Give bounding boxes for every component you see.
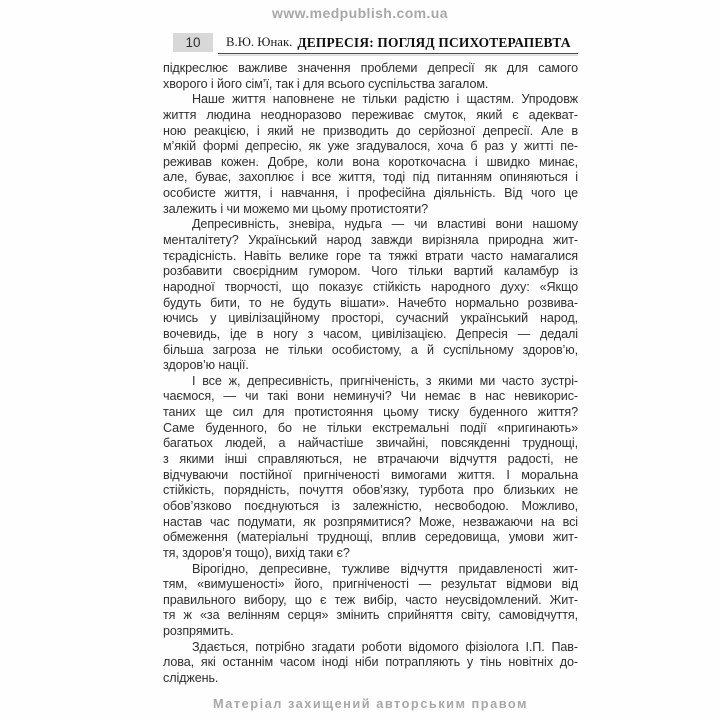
paragraph bbox=[163, 61, 578, 92]
text-line: тя ж «за велінням серця» змінить сприйняття світу, самовідчуття, bbox=[163, 608, 578, 623]
text-line: реживав кожен. Добре, коли вона короткочасна і швидко минає, bbox=[163, 154, 578, 169]
paragraph bbox=[163, 374, 578, 562]
text-line: Здається, потрібно згадати роботи відомого фізіолога І.П. Пав- bbox=[192, 639, 578, 654]
book-title: ДЕПРЕСІЯ: ПОГЛЯД ПСИХОТЕРАПЕВТА bbox=[297, 34, 571, 50]
text-line: сліджень. bbox=[163, 670, 219, 685]
text-line: Вірогідно, депресивне, тужливе відчуття придавленості жит- bbox=[192, 561, 578, 576]
text-line: менталітету? Український народ завжди вирізняла природна жит- bbox=[163, 233, 578, 248]
body-text bbox=[163, 61, 578, 687]
paragraph bbox=[163, 640, 578, 687]
copyright-notice: Матеріал захищений авторським правом bbox=[212, 696, 529, 711]
paragraph bbox=[163, 562, 578, 640]
author-name: В.Ю. Юнак. bbox=[226, 35, 293, 49]
paragraph bbox=[163, 92, 578, 217]
text-line: але, буває, захоплює і все життя, тоді під питанням опиняються і bbox=[163, 170, 578, 185]
text-line: Депресивність, зневіра, нудьга — чи властиві вони нашому bbox=[192, 217, 578, 232]
text-line: лова, які останнім часом іноді ніби потрапляють у тінь новітніх до- bbox=[163, 655, 578, 670]
text-line: обмеження (матеріальні труднощі, вплив середовища, умови жит- bbox=[163, 530, 578, 545]
text-line: розбавити своєрідним гумором. Чого тільки вартий каламбур із bbox=[163, 264, 578, 279]
text-line: Наше життя наповнене не тільки радістю і щастям. Упродовж bbox=[192, 92, 578, 107]
text-line: залежить і чи можемо ми цьому протистояти? bbox=[163, 201, 429, 216]
text-line: м’якій формі депресію, як уже згадувалося, хоча б раз у житті пе- bbox=[163, 139, 578, 154]
text-line: більша загроза не тільки особистому, а й суспільному здоров’ю, bbox=[163, 342, 578, 357]
text-line: обов’язково поєднуються із залежністю, несвободою. Можливо, bbox=[163, 498, 578, 513]
site-watermark: www.medpublish.com.ua bbox=[272, 5, 448, 21]
text-line: народної творчості, що показує стійкість народного духу: «Якщо bbox=[163, 279, 578, 294]
text-line: таних ще сил для протистояння цьому тиску буденного життя? bbox=[163, 405, 578, 420]
text-line: здоров’ю нації. bbox=[163, 358, 249, 373]
text-line: настав час подумати, як розпрямитися? Може, незважаючи на всі bbox=[163, 514, 578, 529]
text-line: чаємося, — чи такі вони неминучі? Чи немає в нас невикорис- bbox=[163, 389, 578, 404]
text-line: життя людина неодноразово переживає смуток, який є адекват- bbox=[163, 107, 578, 122]
text-line: вочевидь, іде в ногу з часом, цивілізацією. Депресія — дедалі bbox=[163, 326, 578, 341]
text-line: Саме буденного, бо не тільки екстремальні події «пригинають» bbox=[163, 420, 578, 435]
text-line: ною реакцією, і який не призводить до серйозної депресії. Але в bbox=[163, 123, 578, 138]
text-line: ючись у цивілізаційному просторі, сучасний український народ, bbox=[163, 311, 578, 326]
text-line: підкреслює важливе значення проблеми депресії як для самого bbox=[163, 61, 578, 75]
text-line: з якими інші справляються, не втрачаючи відчуття радості, не bbox=[163, 452, 578, 467]
header-rule bbox=[218, 53, 578, 55]
text-line: тя, здоров’я тощо), вихід таки є? bbox=[163, 545, 350, 560]
text-line: будуть бити, то не будуть вішати». Начебто нормально розвива- bbox=[163, 295, 578, 310]
page-number-badge: 10 bbox=[173, 33, 213, 52]
text-line: правильного вибору, що є теж вибір, часто неусвідомлений. Жит- bbox=[163, 592, 578, 607]
text-line: розпрямить. bbox=[163, 624, 234, 639]
text-line: тям, «вимушеності» його, пригніченості — результат відмови від bbox=[163, 577, 578, 592]
text-line: особисте життя, і навчання, і професійна діяльність. Від чого це bbox=[163, 186, 578, 201]
text-line: хворого і його сім’ї, так і для всього суспільства загалом. bbox=[163, 76, 489, 91]
paragraph bbox=[163, 217, 578, 373]
text-line: багатьох людей, а найчастіше звичайні, повсякденні труднощі, bbox=[163, 436, 578, 451]
page-header bbox=[173, 33, 571, 52]
text-line: стійкість, порядність, почуття обов’язку, турбота про близьких не bbox=[163, 483, 578, 498]
text-line: відчуваючи постійної пригніченості вимогами життя. І моральна bbox=[163, 467, 578, 482]
text-line: І все ж, депресивність, пригніченість, з якими ми часто зустрі- bbox=[192, 373, 578, 388]
text-line: тєрадісність. Навіть велике горе та тяжкі втрати часто намагалися bbox=[163, 248, 578, 263]
